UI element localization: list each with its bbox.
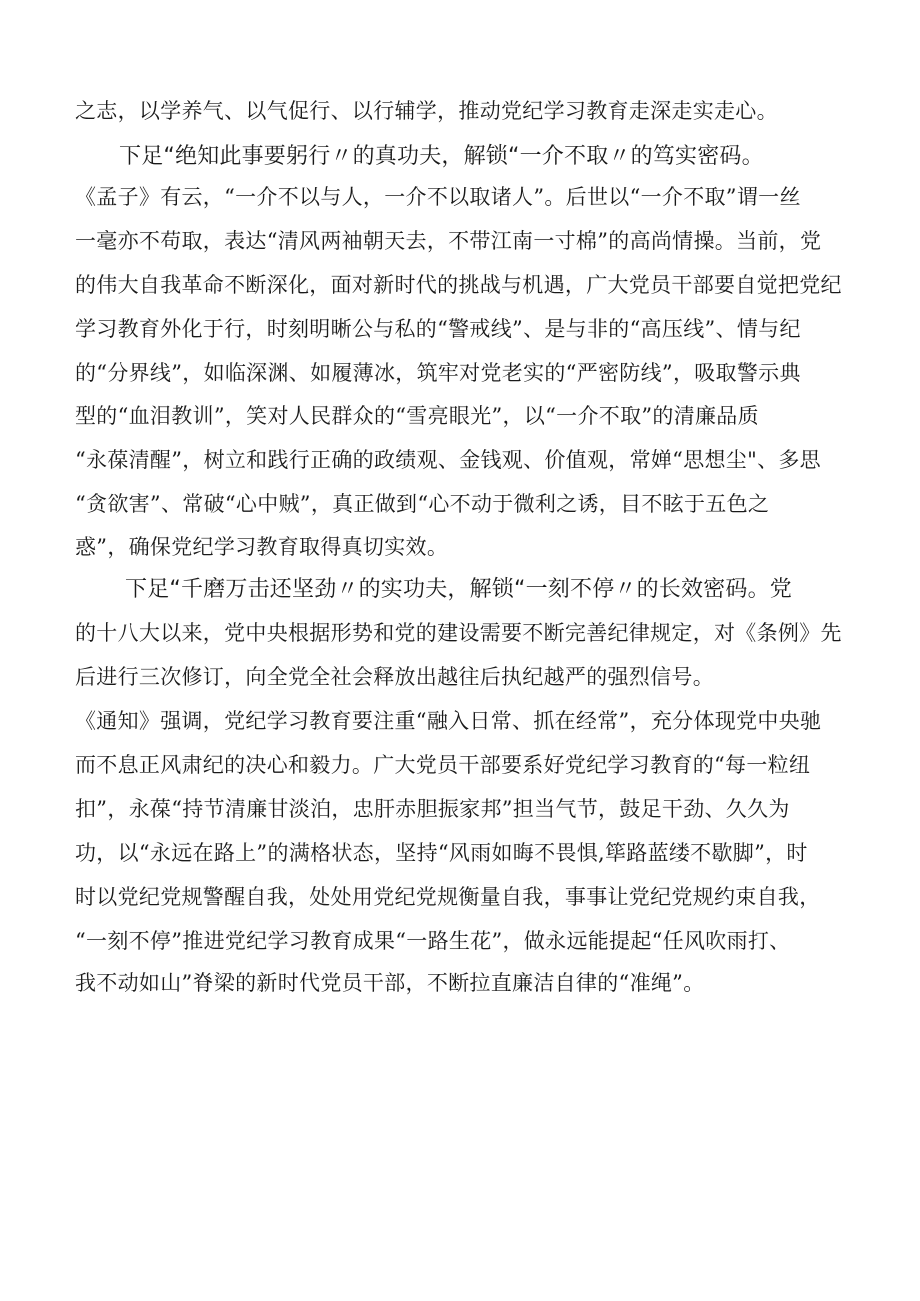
text-line: “贪欲害”、常破“心中贼”，真正做到“心不动于微利之诱，目不眩于五色之 [75,492,770,516]
text-line: 的十八大以来，党中央根据形势和党的建设需要不断完善纪律规定，对《条例》先 [75,621,842,645]
text-line: 学习教育外化于行，时刻明晰公与私的“警戒线”、是与非的“高压线”、情与纪 [75,317,801,341]
text-line: 扣”，永葆“持节清廉甘淡泊，忠肝赤胆振家邦”担当气节，鼓足干劲、久久为 [75,797,790,821]
section-heading-2: 下足“千磨万击还坚劲〃的实功夫，解锁“一刻不停〃的长效密码。党 [125,577,792,602]
text-line: 型的“血泪教训”，笑对人民群众的“雪亮眼光”，以“一介不取”的清廉品质 [75,404,759,428]
text-line: 我不动如山”脊梁的新时代党员干部，不断拉直廉洁自律的“准绳”。 [75,971,705,995]
text-line: 《通知》强调，党纪学习教育要注重“融入日常、抓在经常”，充分体现党中央驰 [75,709,822,733]
text-line: 一毫亦不苟取，表达“清风两袖朝天去，不带江南一寸棉”的高尚情操。当前，党 [75,229,822,253]
text-line: 而不息正风肃纪的决心和毅力。广大党员干部要系好党纪学习教育的“每一粒纽 [75,753,811,777]
section-heading-1: 下足“绝知此事要躬行〃的真功夫，解锁“一介不取〃的笃实密码。 [119,144,764,169]
text-line: 惑”，确保党纪学习教育取得真切实效。 [75,535,449,559]
text-line: 后进行三次修订，向全党全社会释放出越往后执纪越严的强烈信号。 [75,665,714,689]
text-line: 时以党纪党规警醒自我，处处用党纪党规衡量自我，事事让党纪党规约束自我， [75,885,821,909]
text-line: 功，以“永远在路上”的满格状态，坚持“风雨如晦不畏惧,筚路蓝缕不歇脚”，时 [75,841,808,865]
text-line: 之志，以学养气、以气促行、以行辅学，推动党纪学习教育走深走实走心。 [75,99,778,123]
text-line: 《孟子》有云，“一介不以与人，一介不以取诸人”。后世以“一介不取”谓一丝 [75,185,801,209]
text-line: 的伟大自我革命不断深化，面对新时代的挑战与机遇，广大党员干部要自觉把党纪 [75,273,842,297]
text-line: 的“分界线”，如临深渊、如履薄冰，筑牢对党老实的“严密防线”，吸取警示典 [75,361,801,385]
text-line: “一刻不停”推进党纪学习教育成果“一路生花”，做永远能提起“任风吹雨打、 [75,929,791,953]
text-line: “永葆清醒”，树立和践行正确的政绩观、金钱观、价值观，常婵“思想尘"、多思 [75,448,821,472]
